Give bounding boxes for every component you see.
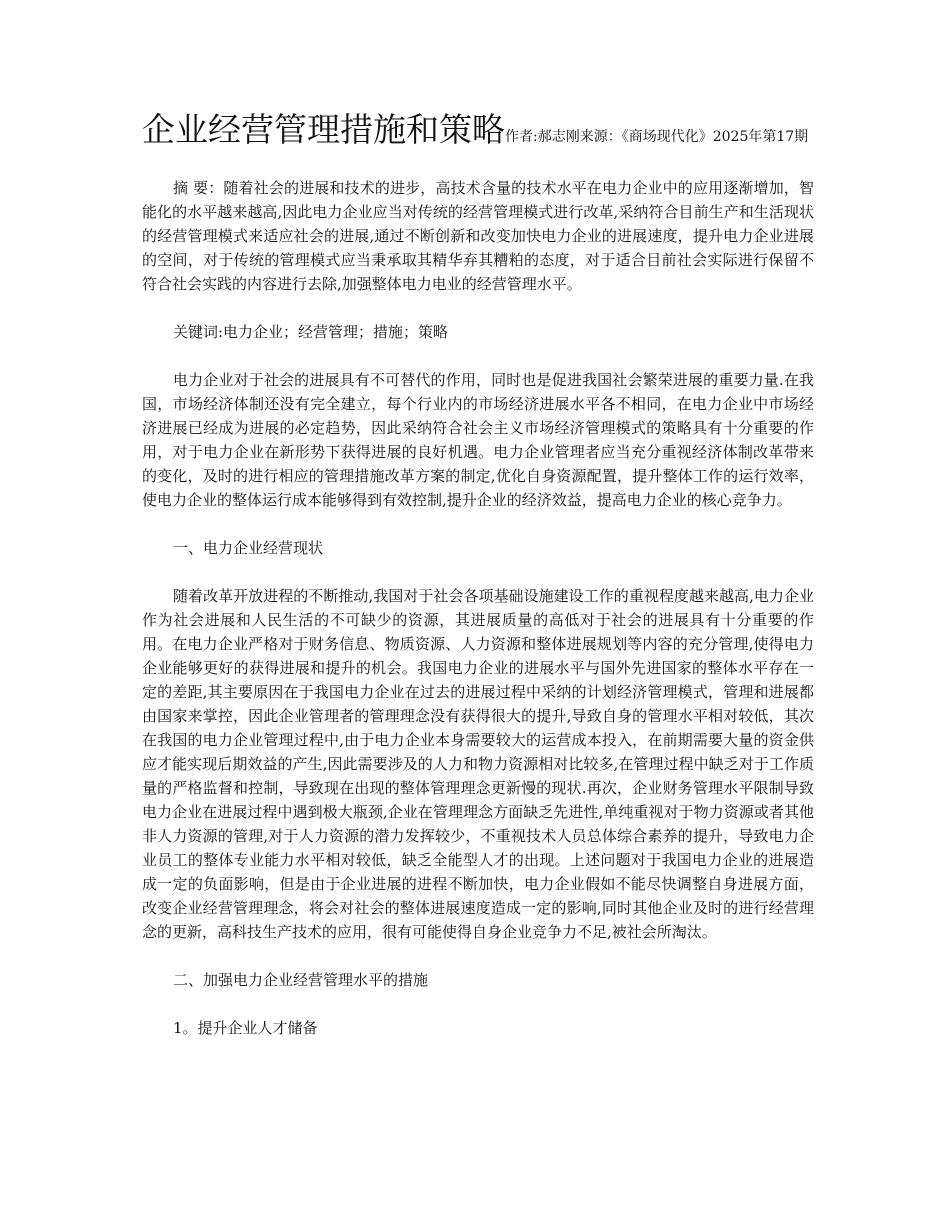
subsection-heading-1: 1。提升企业人才储备 [173, 1019, 318, 1037]
article-meta: 作者:郝志刚来源：《商场现代化》2025年第17期 [505, 129, 809, 145]
keywords-paragraph: 关键词:电力企业；经营管理；措施；策略 [173, 323, 449, 341]
section-1-paragraph: 随着改革开放进程的不断推动,我国对于社会各项基础设施建设工作的重视程度越来越高,电力企业作为社会进展和人民生活的不可缺少的资源，其进展质量的高低对于社会的进展具有十分重要的作用。在电力企业严格对于财务信息、物质资源、人力资源和整体进展规划等内容的充分管理,使得电力企业能够更好的获得进展和提升的机会。我国电力企业的进展水平与国外先进国家的整体水平存在一定的差距,其主要原因在于我国电力企业在过去的进展过程中采纳的计划经济管理模式，管理和进展都由国家来掌控，因此企业管理者的管理理念没有获得很大的提升,导致自身的管理水平相对较低，其次在我国的电力企业管理过程中,由于电力企业本身需要较大的运营成本投入，在前期需要大量的资金供应才能实现后期效益的产生,因此需要涉及的人力和物力资源相对比较多,在管理过程中缺乏对于工作质量的严格监督和控制，导致现在出现的整体管理理念更新慢的现状.再次，企业财务管理水平限制导致电力企业在进展过程中遇到极大瓶颈,企业在管理理念方面缺乏先进性,单纯重视对于物力资源或者其他非人力资源的管理,对于人力资源的潜力发挥较少，不重视技术人员总体综合素养的提升，导致电力企业员工的整体专业能力水平相对较低，缺乏全能型人才的出现。上述问题对于我国电力企业的进展造成一定的负面影响，但是由于企业进展的进程不断加快，电力企业假如不能尽快调整自身进展方面，改变企业经营管理理念，将会对社会的整体进展速度造成一定的影响,同时其他企业及时的进行经营理念的更新，高科技生产技术的应用，很有可能使得自身企业竞争力不足,被社会所淘汰。 [142, 587, 814, 941]
abstract-paragraph: 摘 要：随着社会的进展和技术的进步，高技术含量的技术水平在电力企业中的应用逐渐增加，智能化的水平越来越高,因此电力企业应当对传统的经营管理模式进行改革,采纳符合目前生产和生活现状的经营管理模式来适应社会的进展,通过不断创新和改变加快电力企业的进展速度，提升电力企业进展的空间，对于传统的管理模式应当秉承取其精华弃其糟粕的态度，对于适合目前社会实际进行保留不符合社会实践的内容进行去除,加强整体电力电业的经营管理水平。 [142, 179, 814, 293]
title-line [142, 108, 814, 152]
title-block [142, 108, 814, 152]
article-title: 企业经营管理措施和策略 [142, 110, 505, 149]
section-heading-1: 一、电力企业经营现状 [173, 539, 324, 557]
document-page [142, 108, 814, 1064]
intro-paragraph: 电力企业对于社会的进展具有不可替代的作用，同时也是促进我国社会繁荣进展的重要力量.在我国，市场经济体制还没有完全建立，每个行业内的市场经济进展水平各不相同，在电力企业中市场经济进展已经成为进展的必定趋势，因此采纳符合社会主义市场经济管理模式的策略具有十分重要的作用，对于电力企业在新形势下获得进展的良好机遇。电力企业管理者应当充分重视经济体制改革带来的变化，及时的进行相应的管理措施改革方案的制定,优化自身资源配置，提升整体工作的运行效率，使电力企业的整体运行成本能够得到有效控制,提升企业的经济效益，提高电力企业的核心竞争力。 [142, 371, 814, 509]
section-heading-2: 二、加强电力企业经营管理水平的措施 [173, 971, 429, 989]
